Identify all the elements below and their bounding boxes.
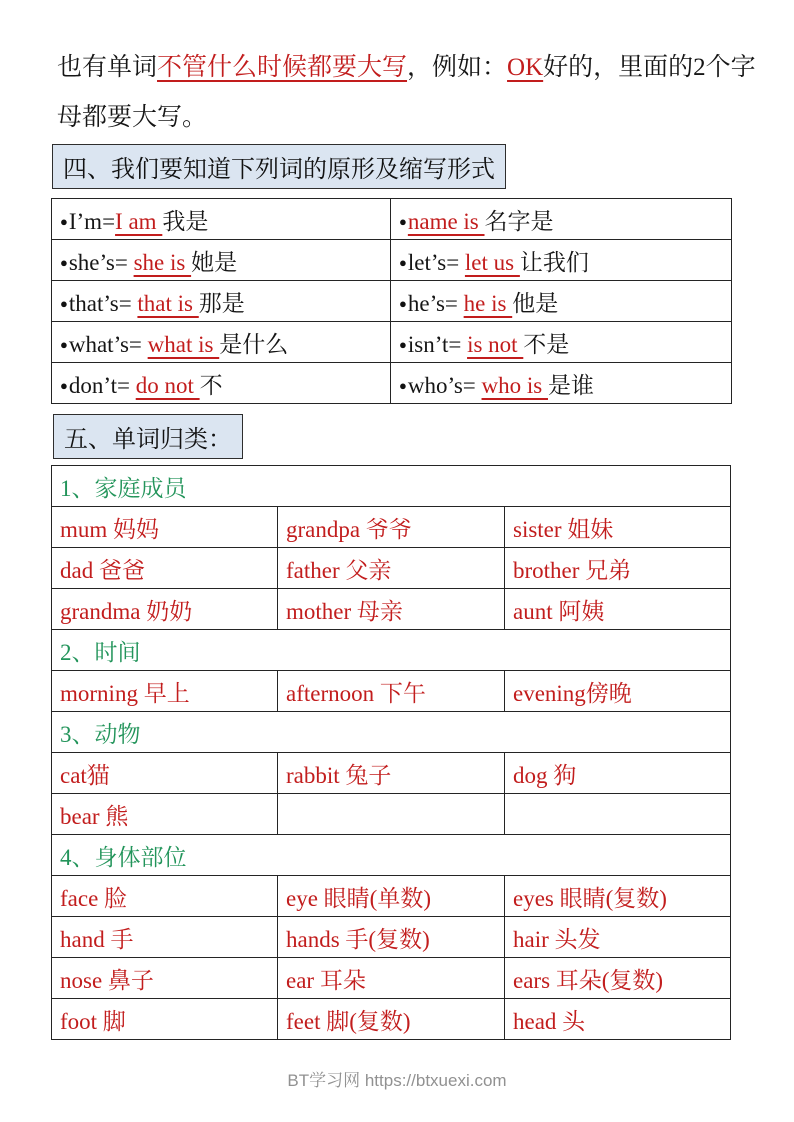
contraction-prefix: isn’t= bbox=[407, 331, 468, 357]
contraction-prefix: he’s= bbox=[407, 290, 464, 316]
table-row bbox=[52, 199, 732, 240]
table-row bbox=[52, 671, 731, 712]
word-cell: eye 眼睛(单数) bbox=[278, 876, 505, 917]
word-cell: sister 姐妹 bbox=[505, 507, 731, 548]
word-cell: face 脸 bbox=[52, 876, 278, 917]
table-row bbox=[52, 240, 732, 281]
category-header-row bbox=[52, 712, 731, 753]
contraction-expansion: he is bbox=[463, 290, 513, 316]
contraction-cell bbox=[52, 240, 391, 281]
table-row bbox=[52, 281, 732, 322]
category-header-row bbox=[52, 630, 731, 671]
intro-segment: ，例如： bbox=[407, 54, 508, 81]
word-cell: feet 脚(复数) bbox=[278, 999, 505, 1040]
word-cell: bear 熊 bbox=[52, 794, 278, 835]
word-cell: grandma 奶奶 bbox=[52, 589, 278, 630]
footer-credit: BT学习网 https://btxuexi.com bbox=[287, 1071, 507, 1090]
category-header-cell: 2、时间 bbox=[52, 630, 731, 671]
category-header-cell: 3、动物 bbox=[52, 712, 731, 753]
bullet-icon: ● bbox=[60, 377, 68, 393]
bullet-icon: ● bbox=[399, 377, 407, 393]
contraction-expansion: is not bbox=[467, 331, 524, 357]
contraction-prefix: that’s= bbox=[68, 290, 138, 316]
intro-segment: 母都要大写。 bbox=[57, 104, 208, 131]
contraction-expansion: who is bbox=[481, 372, 548, 398]
contraction-cell bbox=[391, 199, 732, 240]
table-row bbox=[52, 363, 732, 404]
table-row bbox=[52, 548, 731, 589]
contraction-cell bbox=[52, 281, 391, 322]
intro-segment-red-underline: OK bbox=[507, 54, 544, 81]
contraction-expansion: that is bbox=[137, 290, 199, 316]
contraction-cell bbox=[52, 322, 391, 363]
contraction-prefix: let’s= bbox=[407, 249, 465, 275]
contraction-cell bbox=[52, 363, 391, 404]
word-cell: ear 耳朵 bbox=[278, 958, 505, 999]
intro-segment: 也有单词 bbox=[57, 54, 158, 81]
word-cell: grandpa 爷爷 bbox=[278, 507, 505, 548]
category-header-cell: 1、家庭成员 bbox=[52, 466, 731, 507]
category-header-cell: 4、身体部位 bbox=[52, 835, 731, 876]
bullet-icon: ● bbox=[399, 254, 407, 270]
section4-heading: 四、我们要知道下列词的原形及缩写形式 bbox=[52, 144, 506, 189]
contraction-prefix: who’s= bbox=[407, 372, 482, 398]
table-row bbox=[52, 999, 731, 1040]
word-cell: eyes 眼睛(复数) bbox=[505, 876, 731, 917]
word-cell bbox=[278, 794, 505, 835]
word-cell: afternoon 下午 bbox=[278, 671, 505, 712]
table-row bbox=[52, 753, 731, 794]
intro-segment: 好的，里面的2个字 bbox=[543, 54, 756, 81]
contraction-meaning: 他是 bbox=[512, 290, 559, 316]
category-header-row bbox=[52, 835, 731, 876]
contraction-cell bbox=[391, 363, 732, 404]
word-cell: rabbit 兔子 bbox=[278, 753, 505, 794]
contraction-prefix: I’m= bbox=[68, 208, 116, 234]
table-row bbox=[52, 876, 731, 917]
word-categories-table bbox=[51, 465, 731, 1040]
contraction-meaning: 那是 bbox=[198, 290, 245, 316]
word-cell bbox=[505, 794, 731, 835]
intro-segment-red-underline: 不管什么时候都要大写 bbox=[157, 54, 408, 81]
word-cell: ears 耳朵(复数) bbox=[505, 958, 731, 999]
bullet-icon: ● bbox=[60, 213, 68, 229]
intro-line-2 bbox=[57, 93, 777, 143]
contraction-expansion: name is bbox=[407, 208, 485, 234]
contraction-cell bbox=[52, 199, 391, 240]
contraction-expansion: she is bbox=[133, 249, 192, 275]
table-row bbox=[52, 917, 731, 958]
contraction-prefix: don’t= bbox=[68, 372, 136, 398]
section5-heading: 五、单词归类： bbox=[53, 414, 243, 459]
contraction-prefix: what’s= bbox=[68, 331, 148, 357]
intro-line-1 bbox=[57, 43, 777, 93]
word-cell: cat猫 bbox=[52, 753, 278, 794]
bullet-icon: ● bbox=[60, 336, 68, 352]
word-cell: hair 头发 bbox=[505, 917, 731, 958]
contraction-meaning: 不是 bbox=[523, 331, 570, 357]
contraction-prefix: she’s= bbox=[68, 249, 134, 275]
bullet-icon: ● bbox=[399, 213, 407, 229]
table-row bbox=[52, 589, 731, 630]
contraction-expansion: let us bbox=[464, 249, 520, 275]
contraction-cell bbox=[391, 281, 732, 322]
contraction-expansion: what is bbox=[147, 331, 220, 357]
contraction-cell bbox=[391, 322, 732, 363]
table-row bbox=[52, 507, 731, 548]
contraction-meaning: 是谁 bbox=[547, 372, 594, 398]
word-cell: father 父亲 bbox=[278, 548, 505, 589]
bullet-icon: ● bbox=[60, 254, 68, 270]
bullet-icon: ● bbox=[60, 295, 68, 311]
table-row bbox=[52, 794, 731, 835]
word-cell: mother 母亲 bbox=[278, 589, 505, 630]
table-row bbox=[52, 322, 732, 363]
bullet-icon: ● bbox=[399, 336, 407, 352]
contraction-meaning: 名字是 bbox=[484, 208, 554, 234]
word-cell: foot 脚 bbox=[52, 999, 278, 1040]
word-cell: aunt 阿姨 bbox=[505, 589, 731, 630]
contraction-meaning: 她是 bbox=[191, 249, 238, 275]
contraction-meaning: 让我们 bbox=[519, 249, 589, 275]
contraction-meaning: 不 bbox=[199, 372, 223, 398]
bullet-icon: ● bbox=[399, 295, 407, 311]
word-cell: evening傍晚 bbox=[505, 671, 731, 712]
contraction-meaning: 是什么 bbox=[219, 331, 289, 357]
word-cell: dog 狗 bbox=[505, 753, 731, 794]
intro-paragraph bbox=[57, 43, 777, 143]
word-cell: nose 鼻子 bbox=[52, 958, 278, 999]
word-cell: dad 爸爸 bbox=[52, 548, 278, 589]
contraction-expansion: I am bbox=[115, 208, 163, 234]
contraction-meaning: 我是 bbox=[162, 208, 209, 234]
contraction-expansion: do not bbox=[135, 372, 200, 398]
table-row bbox=[52, 958, 731, 999]
word-cell: head 头 bbox=[505, 999, 731, 1040]
category-header-row bbox=[52, 466, 731, 507]
word-cell: brother 兄弟 bbox=[505, 548, 731, 589]
word-cell: hands 手(复数) bbox=[278, 917, 505, 958]
contraction-cell bbox=[391, 240, 732, 281]
word-cell: morning 早上 bbox=[52, 671, 278, 712]
word-cell: mum 妈妈 bbox=[52, 507, 278, 548]
word-cell: hand 手 bbox=[52, 917, 278, 958]
contractions-table bbox=[51, 198, 732, 404]
